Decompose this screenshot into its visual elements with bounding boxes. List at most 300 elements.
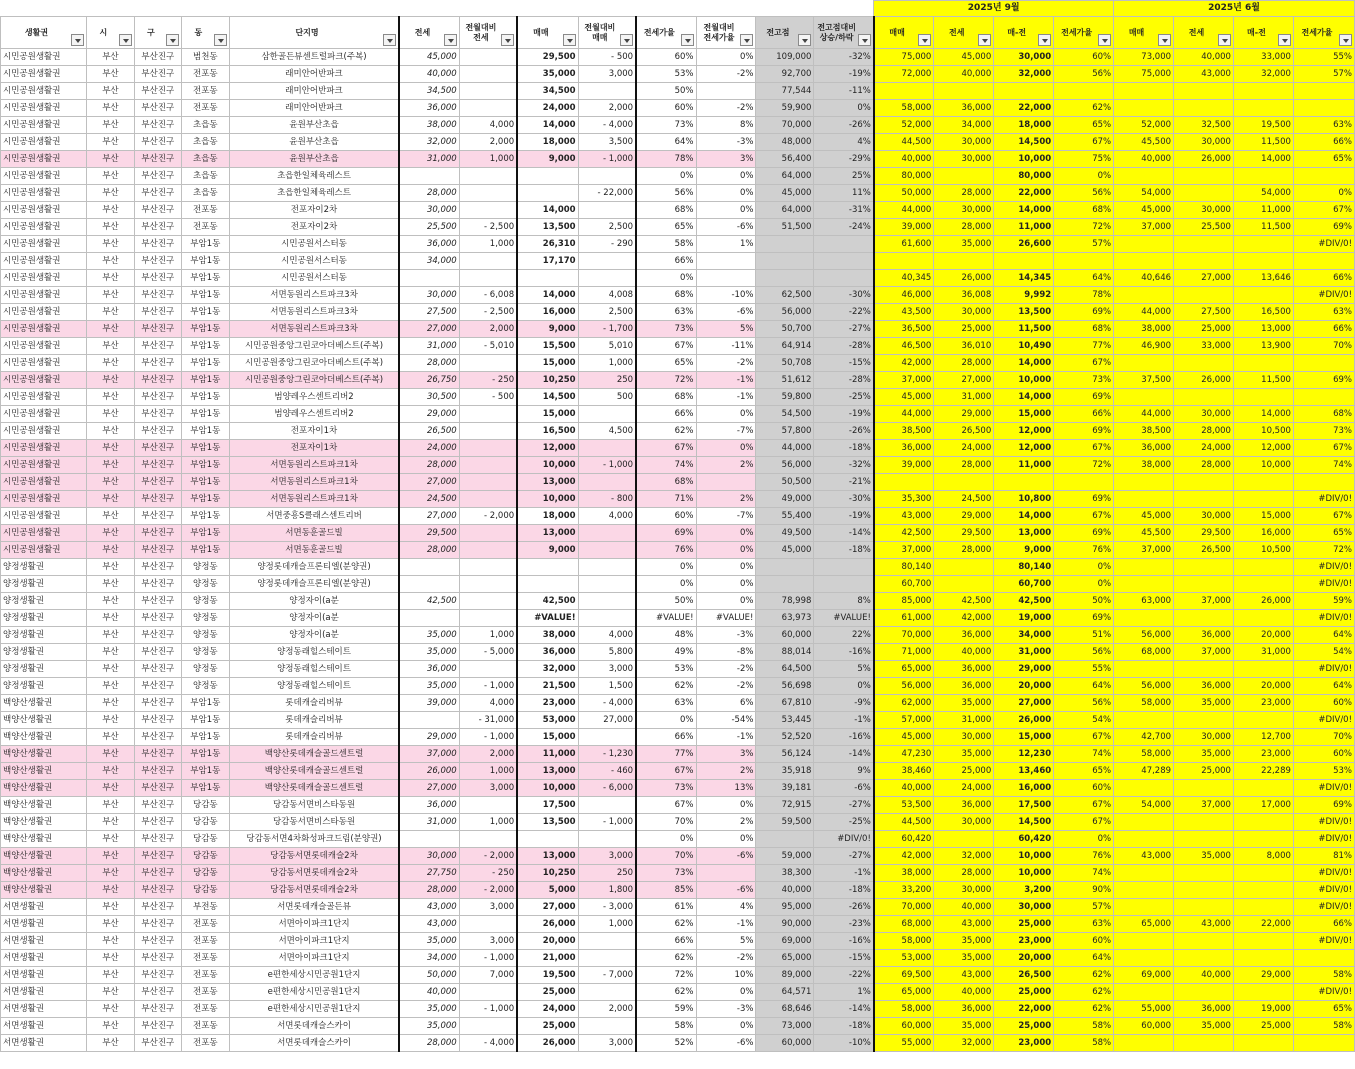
cell-sale-change[interactable] — [578, 440, 636, 457]
cell-sep-jeonse[interactable]: 31,000 — [934, 712, 994, 729]
cell-area[interactable]: 백양산생활권 — [1, 763, 87, 780]
cell-jun-jeonse[interactable]: 35,000 — [1174, 1018, 1234, 1035]
cell-sep-ratio[interactable]: 68% — [1054, 321, 1114, 338]
cell-sep-gap[interactable]: 10,490 — [994, 338, 1054, 355]
cell-jeonse[interactable]: 36,000 — [399, 661, 459, 678]
cell-jeonse-ratio[interactable]: 72% — [636, 372, 696, 389]
cell-city[interactable]: 부산 — [86, 967, 134, 984]
cell-district[interactable]: 부산진구 — [134, 899, 181, 916]
cell-jeonse-ratio-change[interactable]: 2% — [696, 457, 756, 474]
cell-sep-ratio[interactable]: 67% — [1054, 797, 1114, 814]
filter-dropdown-icon[interactable] — [918, 34, 931, 46]
cell-jun-jeonse[interactable] — [1174, 576, 1234, 593]
cell-area[interactable]: 시민공원생활권 — [1, 474, 87, 491]
cell-jun-ratio[interactable]: 65% — [1293, 151, 1354, 168]
cell-sep-sale[interactable]: 60,420 — [874, 831, 934, 848]
cell-jeonse-ratio[interactable]: 72% — [636, 967, 696, 984]
cell-sep-sale[interactable]: 65,000 — [874, 661, 934, 678]
cell-sep-ratio[interactable]: 67% — [1054, 814, 1114, 831]
cell-sep-gap[interactable]: 10,000 — [994, 848, 1054, 865]
cell-jeonse[interactable]: 37,000 — [399, 746, 459, 763]
cell-jun-gap[interactable] — [1233, 814, 1293, 831]
cell-district[interactable]: 부산진구 — [134, 610, 181, 627]
cell-sep-gap[interactable]: 10,000 — [994, 151, 1054, 168]
cell-jeonse[interactable]: 43,000 — [399, 916, 459, 933]
cell-sep-sale[interactable]: 43,000 — [874, 508, 934, 525]
filter-dropdown-icon[interactable] — [1038, 34, 1051, 46]
cell-sale[interactable]: 16,500 — [517, 423, 578, 440]
cell-sale-change[interactable]: 4,000 — [578, 627, 636, 644]
cell-peak-change[interactable]: -22% — [814, 967, 874, 984]
cell-jeonse[interactable]: 27,000 — [399, 780, 459, 797]
cell-complex[interactable]: 전포자이1차 — [229, 423, 399, 440]
cell-sep-jeonse[interactable]: 36,010 — [934, 338, 994, 355]
cell-jun-jeonse[interactable]: 26,000 — [1174, 151, 1234, 168]
cell-jun-jeonse[interactable]: 32,500 — [1174, 117, 1234, 134]
cell-sep-gap[interactable]: 14,000 — [994, 389, 1054, 406]
filter-dropdown-icon[interactable] — [1098, 34, 1111, 46]
cell-sep-ratio[interactable]: 56% — [1054, 185, 1114, 202]
cell-sep-sale[interactable]: 38,460 — [874, 763, 934, 780]
cell-jeonse-change[interactable]: 1,000 — [459, 151, 517, 168]
cell-sale[interactable]: 10,250 — [517, 372, 578, 389]
cell-district[interactable]: 부산진구 — [134, 304, 181, 321]
cell-jun-ratio[interactable]: #DIV/0! — [1293, 933, 1354, 950]
cell-jeonse-ratio[interactable]: 67% — [636, 440, 696, 457]
cell-sep-sale[interactable]: 42,500 — [874, 525, 934, 542]
cell-peak-change[interactable]: -11% — [814, 83, 874, 100]
cell-jeonse-ratio[interactable]: 73% — [636, 865, 696, 882]
cell-city[interactable]: 부산 — [86, 423, 134, 440]
cell-area[interactable]: 서면생활권 — [1, 899, 87, 916]
cell-sep-gap[interactable]: 14,500 — [994, 134, 1054, 151]
cell-area[interactable]: 양정생활권 — [1, 559, 87, 576]
cell-city[interactable]: 부산 — [86, 644, 134, 661]
cell-jeonse-ratio-change[interactable]: -11% — [696, 338, 756, 355]
cell-jun-sale[interactable]: 40,646 — [1114, 270, 1174, 287]
filter-dropdown-icon[interactable] — [214, 34, 227, 46]
cell-jun-ratio[interactable]: #DIV/0! — [1293, 661, 1354, 678]
cell-area[interactable]: 서면생활권 — [1, 1018, 87, 1035]
cell-sep-ratio[interactable]: 62% — [1054, 984, 1114, 1001]
cell-jeonse-change[interactable]: 4,000 — [459, 117, 517, 134]
cell-jun-jeonse[interactable] — [1174, 831, 1234, 848]
cell-jeonse-ratio[interactable]: 66% — [636, 406, 696, 423]
cell-sep-ratio[interactable]: 60% — [1054, 49, 1114, 66]
cell-jun-jeonse[interactable]: 28,000 — [1174, 423, 1234, 440]
cell-complex[interactable]: 서면아이파크1단지 — [229, 933, 399, 950]
cell-jun-jeonse[interactable] — [1174, 168, 1234, 185]
cell-sep-gap[interactable]: 34,000 — [994, 627, 1054, 644]
cell-sep-gap[interactable]: 30,000 — [994, 49, 1054, 66]
cell-peak[interactable]: 56,698 — [756, 678, 814, 695]
cell-sep-sale[interactable]: 46,500 — [874, 338, 934, 355]
cell-sep-sale[interactable]: 40,000 — [874, 151, 934, 168]
cell-sep-jeonse[interactable]: 36,000 — [934, 797, 994, 814]
cell-peak-change[interactable]: -18% — [814, 882, 874, 899]
cell-jeonse-ratio[interactable]: 74% — [636, 457, 696, 474]
cell-jeonse-ratio-change[interactable]: -7% — [696, 508, 756, 525]
cell-district[interactable]: 부산진구 — [134, 49, 181, 66]
cell-sep-gap[interactable]: 27,000 — [994, 695, 1054, 712]
cell-district[interactable]: 부산진구 — [134, 1035, 181, 1052]
cell-area[interactable]: 시민공원생활권 — [1, 355, 87, 372]
cell-jun-ratio[interactable]: 81% — [1293, 848, 1354, 865]
cell-sale-change[interactable]: - 1,000 — [578, 151, 636, 168]
cell-jun-gap[interactable] — [1233, 474, 1293, 491]
cell-sep-ratio[interactable]: 64% — [1054, 270, 1114, 287]
cell-jun-jeonse[interactable] — [1174, 661, 1234, 678]
cell-dong[interactable]: 양정동 — [181, 661, 229, 678]
cell-sep-ratio[interactable]: 58% — [1054, 1035, 1114, 1052]
cell-sep-ratio[interactable] — [1054, 474, 1114, 491]
cell-peak[interactable]: 64,500 — [756, 661, 814, 678]
cell-jeonse-change[interactable] — [459, 984, 517, 1001]
cell-jeonse-change[interactable]: - 6,008 — [459, 287, 517, 304]
cell-jeonse-ratio-change[interactable]: -2% — [696, 661, 756, 678]
cell-sep-sale[interactable]: 55,000 — [874, 1035, 934, 1052]
filter-dropdown-icon[interactable] — [1339, 34, 1352, 46]
cell-sale[interactable]: 13,000 — [517, 474, 578, 491]
cell-sep-jeonse[interactable]: 43,000 — [934, 967, 994, 984]
cell-sale-change[interactable]: 1,500 — [578, 678, 636, 695]
cell-sep-jeonse[interactable]: 42,500 — [934, 593, 994, 610]
cell-jeonse-change[interactable]: 4,000 — [459, 695, 517, 712]
cell-jun-sale[interactable]: 65,000 — [1114, 916, 1174, 933]
cell-peak-change[interactable]: -16% — [814, 729, 874, 746]
cell-complex[interactable]: 서면동원리스트파크1차 — [229, 474, 399, 491]
cell-jeonse-ratio-change[interactable]: -6% — [696, 219, 756, 236]
cell-jeonse[interactable]: 45,000 — [399, 49, 459, 66]
cell-peak-change[interactable]: -24% — [814, 219, 874, 236]
cell-city[interactable]: 부산 — [86, 355, 134, 372]
cell-jun-gap[interactable] — [1233, 712, 1293, 729]
cell-jun-gap[interactable]: 23,000 — [1233, 695, 1293, 712]
cell-dong[interactable]: 부암1동 — [181, 729, 229, 746]
cell-jun-gap[interactable]: 32,000 — [1233, 66, 1293, 83]
cell-jun-ratio[interactable]: 59% — [1293, 593, 1354, 610]
cell-dong[interactable]: 부암1동 — [181, 695, 229, 712]
cell-peak-change[interactable]: -15% — [814, 950, 874, 967]
cell-complex[interactable]: 초읍한일체육레스트 — [229, 185, 399, 202]
cell-jun-ratio[interactable]: 60% — [1293, 695, 1354, 712]
cell-city[interactable]: 부산 — [86, 321, 134, 338]
cell-peak-change[interactable]: -31% — [814, 202, 874, 219]
cell-jeonse-change[interactable] — [459, 168, 517, 185]
cell-sep-ratio[interactable]: 54% — [1054, 712, 1114, 729]
cell-sep-gap[interactable]: 29,000 — [994, 661, 1054, 678]
cell-area[interactable]: 시민공원생활권 — [1, 338, 87, 355]
cell-jeonse-ratio-change[interactable]: -1% — [696, 372, 756, 389]
cell-complex[interactable]: 백양산롯데캐슬골드센트럴 — [229, 763, 399, 780]
cell-jun-sale[interactable]: 45,500 — [1114, 134, 1174, 151]
cell-jeonse-change[interactable]: 3,000 — [459, 933, 517, 950]
cell-area[interactable]: 시민공원생활권 — [1, 151, 87, 168]
cell-sep-jeonse[interactable]: 29,500 — [934, 525, 994, 542]
cell-area[interactable]: 시민공원생활권 — [1, 219, 87, 236]
cell-area[interactable]: 백양산생활권 — [1, 695, 87, 712]
cell-peak-change[interactable]: -19% — [814, 508, 874, 525]
cell-jun-sale[interactable]: 38,000 — [1114, 321, 1174, 338]
cell-jun-ratio[interactable] — [1293, 83, 1354, 100]
cell-jun-jeonse[interactable] — [1174, 950, 1234, 967]
cell-area[interactable]: 서면생활권 — [1, 1001, 87, 1018]
cell-sale[interactable]: 26,000 — [517, 1035, 578, 1052]
cell-jun-gap[interactable] — [1233, 661, 1293, 678]
cell-sep-gap[interactable]: 13,500 — [994, 304, 1054, 321]
cell-sep-ratio[interactable]: 64% — [1054, 950, 1114, 967]
cell-complex[interactable]: 당감동서면비스타동원 — [229, 814, 399, 831]
cell-jeonse-change[interactable]: 2,000 — [459, 134, 517, 151]
cell-jeonse-change[interactable]: - 250 — [459, 372, 517, 389]
cell-jeonse[interactable]: 28,000 — [399, 1035, 459, 1052]
cell-sep-gap[interactable]: 22,000 — [994, 100, 1054, 117]
cell-peak[interactable]: 64,000 — [756, 202, 814, 219]
cell-jun-ratio[interactable]: 68% — [1293, 406, 1354, 423]
cell-district[interactable]: 부산진구 — [134, 848, 181, 865]
cell-peak[interactable]: 69,000 — [756, 933, 814, 950]
cell-sep-sale[interactable]: 40,000 — [874, 780, 934, 797]
cell-city[interactable]: 부산 — [86, 406, 134, 423]
cell-sep-jeonse[interactable]: 26,000 — [934, 270, 994, 287]
cell-jun-sale[interactable]: 44,000 — [1114, 304, 1174, 321]
cell-dong[interactable]: 전포동 — [181, 984, 229, 1001]
cell-dong[interactable]: 전포동 — [181, 933, 229, 950]
cell-sep-ratio[interactable]: 62% — [1054, 100, 1114, 117]
cell-complex[interactable]: 당감동서면롯데캐슬2차 — [229, 865, 399, 882]
cell-jun-ratio[interactable]: 57% — [1293, 66, 1354, 83]
cell-district[interactable]: 부산진구 — [134, 729, 181, 746]
cell-jeonse[interactable]: 28,000 — [399, 542, 459, 559]
cell-jeonse-change[interactable]: - 1,000 — [459, 1001, 517, 1018]
cell-sep-sale[interactable]: 42,000 — [874, 848, 934, 865]
cell-peak[interactable]: 64,914 — [756, 338, 814, 355]
cell-peak[interactable] — [756, 559, 814, 576]
cell-sep-gap[interactable]: 25,000 — [994, 1018, 1054, 1035]
cell-area[interactable]: 서면생활권 — [1, 967, 87, 984]
cell-city[interactable]: 부산 — [86, 304, 134, 321]
cell-dong[interactable]: 부암1동 — [181, 542, 229, 559]
cell-jun-jeonse[interactable] — [1174, 712, 1234, 729]
cell-jun-jeonse[interactable]: 40,000 — [1174, 49, 1234, 66]
cell-jeonse-change[interactable] — [459, 542, 517, 559]
cell-complex[interactable]: 양정자이(a분 — [229, 593, 399, 610]
cell-peak-change[interactable]: -16% — [814, 933, 874, 950]
cell-sep-ratio[interactable]: 60% — [1054, 780, 1114, 797]
cell-peak-change[interactable]: -30% — [814, 491, 874, 508]
cell-sep-gap[interactable]: 26,500 — [994, 967, 1054, 984]
cell-sep-gap[interactable]: 13,000 — [994, 525, 1054, 542]
cell-jeonse[interactable] — [399, 831, 459, 848]
cell-jeonse-ratio[interactable]: 76% — [636, 542, 696, 559]
cell-jun-ratio[interactable]: 53% — [1293, 763, 1354, 780]
cell-peak[interactable]: 64,000 — [756, 168, 814, 185]
cell-sep-ratio[interactable]: 73% — [1054, 372, 1114, 389]
cell-city[interactable]: 부산 — [86, 780, 134, 797]
cell-jun-ratio[interactable]: 69% — [1293, 372, 1354, 389]
cell-sep-gap[interactable]: 19,000 — [994, 610, 1054, 627]
cell-sep-sale[interactable]: 53,000 — [874, 950, 934, 967]
cell-jeonse-change[interactable] — [459, 253, 517, 270]
cell-area[interactable]: 시민공원생활권 — [1, 100, 87, 117]
cell-jun-ratio[interactable]: 66% — [1293, 134, 1354, 151]
cell-peak-change[interactable]: 11% — [814, 185, 874, 202]
cell-jeonse[interactable]: 24,000 — [399, 440, 459, 457]
cell-jun-jeonse[interactable] — [1174, 491, 1234, 508]
cell-jun-jeonse[interactable]: 30,000 — [1174, 729, 1234, 746]
cell-city[interactable]: 부산 — [86, 593, 134, 610]
cell-city[interactable]: 부산 — [86, 899, 134, 916]
cell-sep-gap[interactable]: 22,000 — [994, 185, 1054, 202]
cell-sep-sale[interactable]: 53,500 — [874, 797, 934, 814]
cell-sale-change[interactable] — [578, 797, 636, 814]
cell-sale[interactable]: 14,000 — [517, 202, 578, 219]
cell-sep-jeonse[interactable] — [934, 253, 994, 270]
cell-complex[interactable]: 양정롯데캐슬프론티엘(분양권) — [229, 576, 399, 593]
cell-jun-jeonse[interactable] — [1174, 899, 1234, 916]
cell-complex[interactable]: 전포자이2차 — [229, 202, 399, 219]
cell-jeonse-ratio[interactable]: 0% — [636, 712, 696, 729]
cell-jeonse[interactable]: 26,750 — [399, 372, 459, 389]
cell-sep-jeonse[interactable] — [934, 559, 994, 576]
cell-city[interactable]: 부산 — [86, 49, 134, 66]
cell-jeonse-change[interactable] — [459, 440, 517, 457]
cell-sale[interactable]: 53,000 — [517, 712, 578, 729]
cell-sep-jeonse[interactable]: 35,000 — [934, 933, 994, 950]
cell-jeonse-ratio[interactable]: 66% — [636, 253, 696, 270]
cell-jun-sale[interactable] — [1114, 882, 1174, 899]
cell-complex[interactable]: 롯데캐슬리버뷰 — [229, 729, 399, 746]
cell-district[interactable]: 부산진구 — [134, 100, 181, 117]
cell-sep-sale[interactable] — [874, 83, 934, 100]
cell-sep-jeonse[interactable]: 40,000 — [934, 899, 994, 916]
cell-jeonse-change[interactable] — [459, 610, 517, 627]
cell-sep-gap[interactable]: 26,600 — [994, 236, 1054, 253]
cell-peak[interactable]: 59,800 — [756, 389, 814, 406]
cell-jun-ratio[interactable]: #DIV/0! — [1293, 236, 1354, 253]
cell-jun-sale[interactable]: 60,000 — [1114, 1018, 1174, 1035]
cell-sep-ratio[interactable]: 69% — [1054, 423, 1114, 440]
cell-dong[interactable]: 부암1동 — [181, 389, 229, 406]
cell-sep-sale[interactable]: 72,000 — [874, 66, 934, 83]
cell-sale[interactable]: 15,500 — [517, 338, 578, 355]
cell-sale-change[interactable]: 3,500 — [578, 134, 636, 151]
cell-jun-ratio[interactable]: #DIV/0! — [1293, 576, 1354, 593]
cell-jeonse[interactable]: 34,000 — [399, 253, 459, 270]
cell-sep-sale[interactable]: 75,000 — [874, 49, 934, 66]
cell-jun-sale[interactable]: 37,000 — [1114, 542, 1174, 559]
cell-jeonse-ratio-change[interactable]: 0% — [696, 797, 756, 814]
cell-district[interactable]: 부산진구 — [134, 1018, 181, 1035]
cell-district[interactable]: 부산진구 — [134, 457, 181, 474]
cell-jeonse[interactable]: 31,000 — [399, 814, 459, 831]
cell-jun-sale[interactable] — [1114, 389, 1174, 406]
cell-jeonse-change[interactable] — [459, 355, 517, 372]
cell-jun-ratio[interactable] — [1293, 474, 1354, 491]
cell-peak[interactable]: 55,400 — [756, 508, 814, 525]
cell-jun-jeonse[interactable] — [1174, 865, 1234, 882]
cell-jun-sale[interactable]: 58,000 — [1114, 746, 1174, 763]
cell-jun-gap[interactable]: 19,000 — [1233, 1001, 1293, 1018]
cell-area[interactable]: 백양산생활권 — [1, 797, 87, 814]
cell-jeonse-ratio-change[interactable]: 0% — [696, 593, 756, 610]
cell-dong[interactable]: 부암1동 — [181, 423, 229, 440]
cell-peak[interactable]: 50,500 — [756, 474, 814, 491]
cell-district[interactable]: 부산진구 — [134, 406, 181, 423]
cell-peak-change[interactable] — [814, 253, 874, 270]
cell-sale[interactable]: 14,000 — [517, 117, 578, 134]
cell-jun-ratio[interactable]: #DIV/0! — [1293, 899, 1354, 916]
cell-city[interactable]: 부산 — [86, 610, 134, 627]
cell-jeonse-change[interactable] — [459, 49, 517, 66]
cell-jun-gap[interactable] — [1233, 984, 1293, 1001]
cell-jeonse-change[interactable]: - 2,500 — [459, 304, 517, 321]
cell-sep-ratio[interactable]: 65% — [1054, 763, 1114, 780]
cell-peak-change[interactable]: -1% — [814, 865, 874, 882]
cell-jun-jeonse[interactable]: 37,000 — [1174, 644, 1234, 661]
cell-sep-sale[interactable]: 50,000 — [874, 185, 934, 202]
cell-sep-sale[interactable]: 70,000 — [874, 627, 934, 644]
cell-sep-gap[interactable]: 14,000 — [994, 202, 1054, 219]
cell-jeonse-ratio-change[interactable]: -1% — [696, 389, 756, 406]
cell-jun-gap[interactable]: 33,000 — [1233, 49, 1293, 66]
cell-jeonse[interactable]: 43,000 — [399, 899, 459, 916]
cell-sep-sale[interactable]: 44,000 — [874, 202, 934, 219]
cell-peak-change[interactable]: -19% — [814, 66, 874, 83]
cell-sep-sale[interactable]: 36,500 — [874, 321, 934, 338]
cell-district[interactable]: 부산진구 — [134, 661, 181, 678]
cell-sale[interactable]: 18,000 — [517, 508, 578, 525]
cell-sale-change[interactable]: 5,010 — [578, 338, 636, 355]
cell-jun-sale[interactable] — [1114, 950, 1174, 967]
cell-area[interactable]: 시민공원생활권 — [1, 185, 87, 202]
cell-district[interactable]: 부산진구 — [134, 253, 181, 270]
cell-area[interactable]: 시민공원생활권 — [1, 372, 87, 389]
cell-jun-sale[interactable]: 54,000 — [1114, 797, 1174, 814]
cell-peak[interactable]: 49,000 — [756, 491, 814, 508]
cell-jun-sale[interactable]: 63,000 — [1114, 593, 1174, 610]
cell-peak[interactable]: 109,000 — [756, 49, 814, 66]
cell-district[interactable]: 부산진구 — [134, 168, 181, 185]
cell-jun-ratio[interactable] — [1293, 100, 1354, 117]
cell-complex[interactable]: 서면동원리스트파크3차 — [229, 304, 399, 321]
cell-peak[interactable]: 53,445 — [756, 712, 814, 729]
cell-sep-gap[interactable]: 13,460 — [994, 763, 1054, 780]
cell-district[interactable]: 부산진구 — [134, 134, 181, 151]
cell-sale-change[interactable] — [578, 729, 636, 746]
cell-jun-sale[interactable] — [1114, 576, 1174, 593]
cell-peak-change[interactable]: -14% — [814, 525, 874, 542]
cell-jeonse-ratio-change[interactable]: -2% — [696, 100, 756, 117]
cell-jeonse-change[interactable] — [459, 83, 517, 100]
cell-jeonse-change[interactable]: - 2,000 — [459, 882, 517, 899]
cell-jun-gap[interactable]: 20,000 — [1233, 627, 1293, 644]
cell-jeonse[interactable]: 35,000 — [399, 627, 459, 644]
cell-peak[interactable]: 63,973 — [756, 610, 814, 627]
cell-jeonse-ratio-change[interactable]: 0% — [696, 406, 756, 423]
cell-jun-ratio[interactable]: 58% — [1293, 1018, 1354, 1035]
cell-peak[interactable]: 59,900 — [756, 100, 814, 117]
cell-city[interactable]: 부산 — [86, 814, 134, 831]
cell-jun-gap[interactable] — [1233, 491, 1293, 508]
cell-jun-jeonse[interactable]: 25,000 — [1174, 763, 1234, 780]
cell-district[interactable]: 부산진구 — [134, 678, 181, 695]
cell-sep-jeonse[interactable]: 27,000 — [934, 372, 994, 389]
cell-city[interactable]: 부산 — [86, 287, 134, 304]
cell-peak-change[interactable]: -14% — [814, 1001, 874, 1018]
cell-jun-ratio[interactable]: 66% — [1293, 916, 1354, 933]
cell-sep-sale[interactable]: 80,140 — [874, 559, 934, 576]
